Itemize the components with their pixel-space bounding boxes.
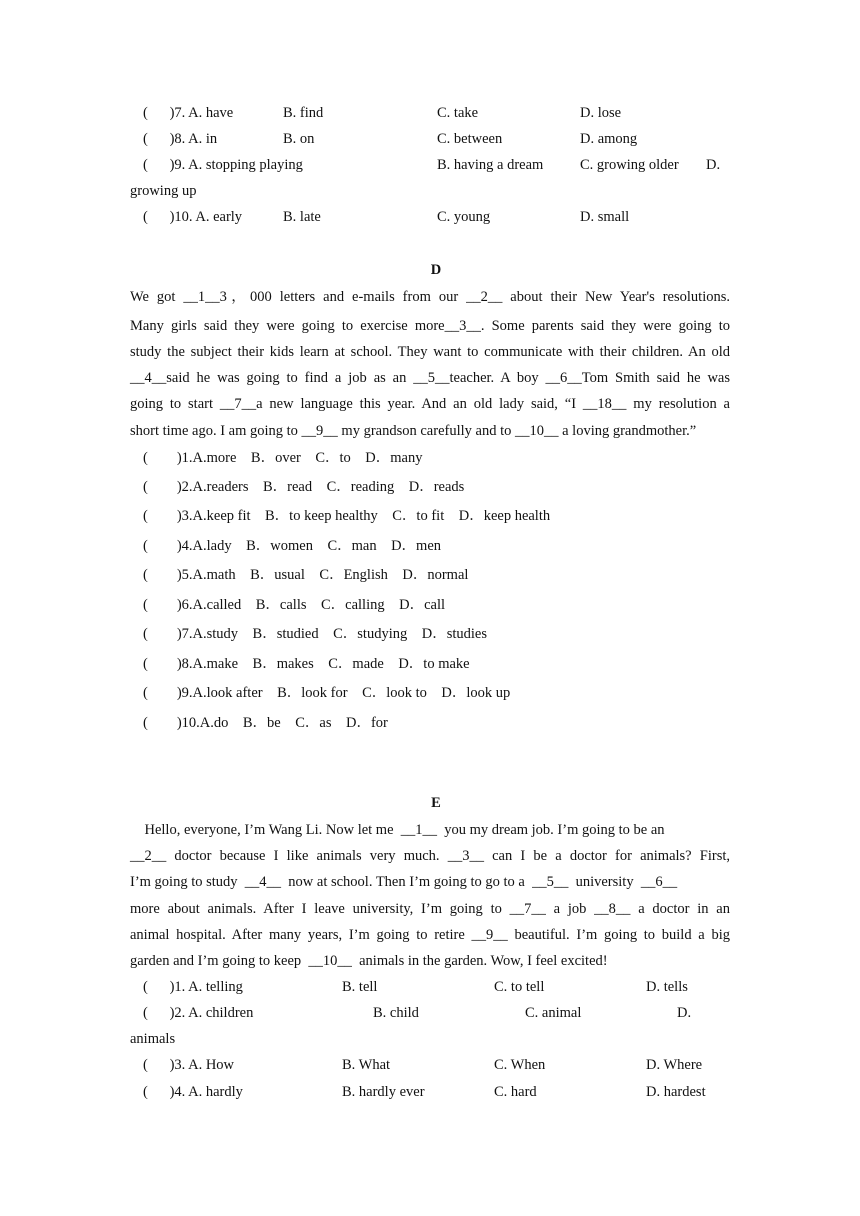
question-stem: ( )2. A. children <box>143 1005 254 1021</box>
question-row: ( )9.A.look after B．look for C．look to D．look up <box>143 685 511 701</box>
option-c: C. hard <box>494 1084 537 1100</box>
option-c: C. to tell <box>494 979 545 995</box>
passage-line: Many girls said they were going to exercise more__3__. Some parents said they were going to <box>130 318 730 334</box>
passage-line: study the subject their kids learn at school. They want to communicate with their children. An old <box>130 344 730 360</box>
question-stem: ( )3. A. How <box>143 1057 235 1073</box>
option-b: B. having a dream <box>437 157 544 173</box>
option-c: C. take <box>437 105 479 121</box>
passage-line: more about animals. After I leave university, I’m going to __7__ a job __8__ a doctor in an <box>130 901 730 917</box>
section-heading: D <box>430 262 442 278</box>
option-c: C. between <box>437 131 503 147</box>
option-d: D. Where <box>646 1057 703 1073</box>
option-c: C. young <box>437 209 491 225</box>
question-stem: ( )4. A. hardly <box>143 1084 243 1100</box>
question-stem: ( )1. A. telling <box>143 979 243 995</box>
option-c: C. growing older <box>580 157 679 173</box>
option-d: D. <box>706 157 721 173</box>
question-stem: ( )8. A. in <box>143 131 218 147</box>
passage-line: __4__said he was going to find a job as an __5__teacher. A boy __6__Tom Smith said he was <box>130 370 730 386</box>
question-stem: ( )7. A. have <box>143 105 234 121</box>
question-row: ( )1.A.more B．over C．to D．many <box>143 450 423 466</box>
passage-line: going to start __7__a new language this year. And an old lady said, “I __18__ my resolution a <box>130 396 730 412</box>
section-heading: E <box>431 795 441 811</box>
question-stem: ( )9. A. stopping playing <box>143 157 303 173</box>
question-row: ( )7.A.study B．studied C．studying D．studies <box>143 626 487 642</box>
option-b: B. child <box>373 1005 419 1021</box>
passage-line: I’m going to study __4__ now at school. Then I’m going to go to a __5__ university __6__ <box>130 874 678 890</box>
question-row: ( )10.A.do B．be C．as D．for <box>143 715 388 731</box>
option-b: B. tell <box>342 979 378 995</box>
question-stem: ( )10. A. early <box>143 209 243 225</box>
option-d-wrap: growing up <box>130 183 197 199</box>
passage-line: garden and I’m going to keep __10__ animals in the garden. Wow, I feel excited! <box>130 953 608 969</box>
question-row: ( )8.A.make B．makes C．made D．to make <box>143 656 470 672</box>
passage-line: animal hospital. After many years, I’m going to retire __9__ beautiful. I’m going to build a big <box>130 927 730 943</box>
option-d: D. <box>677 1005 692 1021</box>
question-row: ( )5.A.math B．usual C．English D．normal <box>143 567 469 583</box>
option-d: D. lose <box>580 105 622 121</box>
option-b: B. on <box>283 131 315 147</box>
option-d: D. among <box>580 131 638 147</box>
option-b: B. hardly ever <box>342 1084 425 1100</box>
option-b: B. find <box>283 105 324 121</box>
option-d: D. tells <box>646 979 688 995</box>
option-c: C. animal <box>525 1005 582 1021</box>
passage-line: Hello, everyone, I’m Wang Li. Now let me __1__ you my dream job. I’m going to be an <box>130 822 665 838</box>
option-d: D. hardest <box>646 1084 706 1100</box>
passage-line: __2__ doctor because I like animals very much. __3__ can I be a doctor for animals? First, <box>130 848 730 864</box>
option-d: D. small <box>580 209 630 225</box>
option-b: B. What <box>342 1057 391 1073</box>
option-d-wrap: animals <box>130 1031 176 1047</box>
question-row: ( )3.A.keep fit B．to keep healthy C．to fit D．keep health <box>143 508 551 524</box>
passage-line: short time ago. I am going to __9__ my grandson carefully and to __10__ a loving grandmother.” <box>130 423 697 439</box>
passage-line: We got __1__3，000 letters and e-mails from our __2__ about their New Year's resolutions. <box>130 289 730 305</box>
question-row: ( )6.A.called B．calls C．calling D．call <box>143 597 446 613</box>
question-row: ( )4.A.lady B．women C．man D．men <box>143 538 442 554</box>
question-row: ( )2.A.readers B．read C．reading D．reads <box>143 479 465 495</box>
option-c: C. When <box>494 1057 546 1073</box>
option-b: B. late <box>283 209 321 225</box>
